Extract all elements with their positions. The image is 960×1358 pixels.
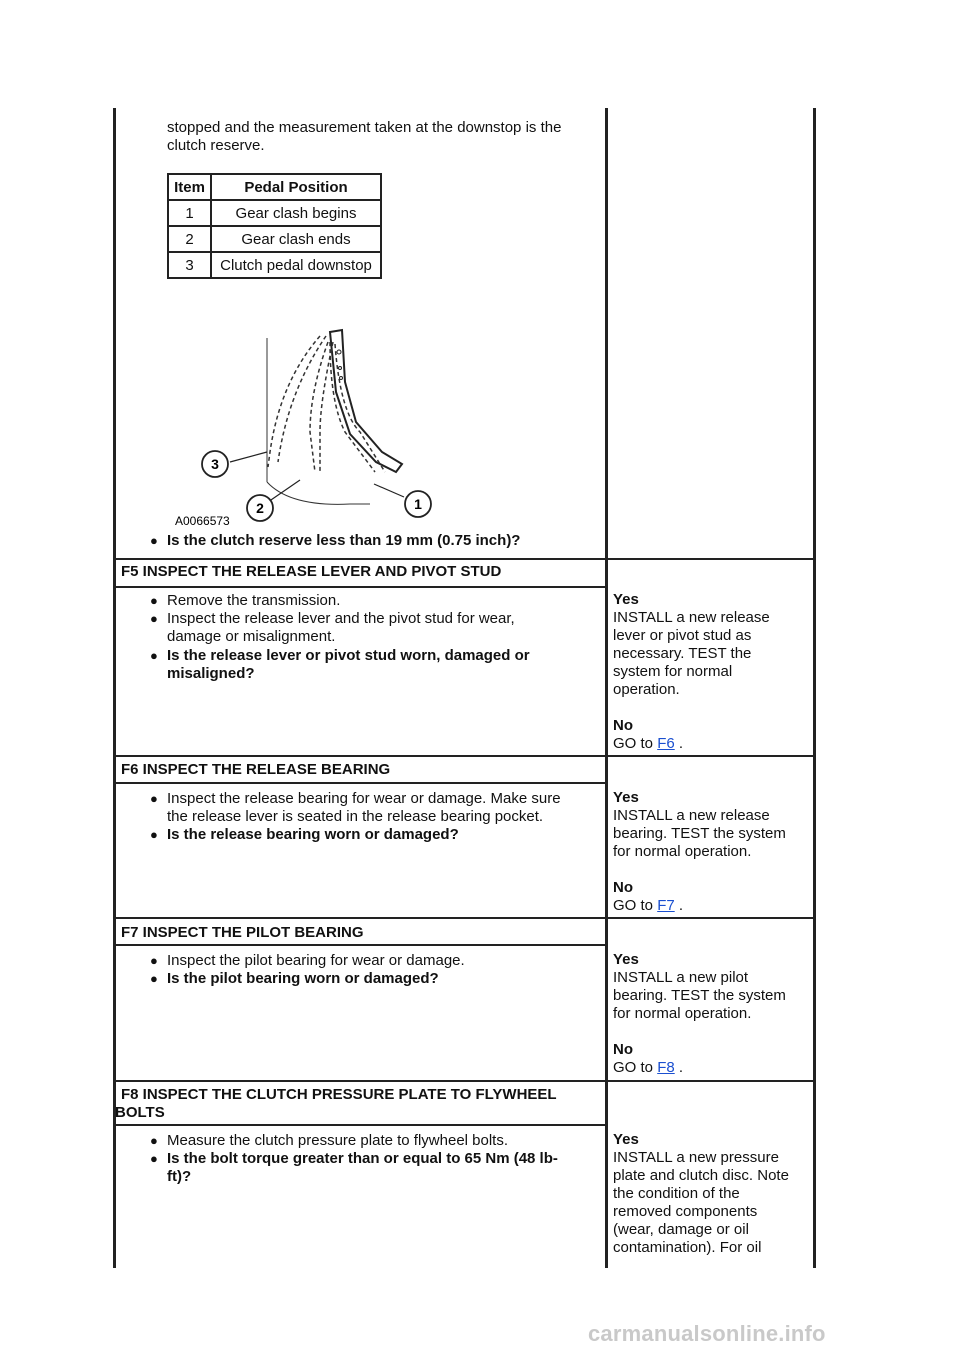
- title-divider: [113, 1124, 607, 1126]
- answer-line: operation.: [613, 681, 680, 698]
- answer-line: bearing. TEST the system: [613, 987, 786, 1004]
- pedal-position-table: [167, 173, 382, 279]
- answer-line: plate and clutch disc. Note: [613, 1167, 789, 1184]
- step-bullet: Inspect the pilot bearing for wear or damage.: [167, 952, 465, 969]
- bullet-line: ft)?: [167, 1168, 192, 1185]
- table-cell: Gear clash ends: [211, 226, 381, 252]
- bullet-icon: ●: [150, 648, 158, 663]
- table-right-border: [813, 108, 816, 1268]
- callout-1: 1: [414, 496, 422, 512]
- table-cell: Gear clash begins: [211, 200, 381, 226]
- answer-line: INSTALL a new release: [613, 609, 770, 626]
- figure-id-label: A0066573: [175, 514, 230, 528]
- answer-f7: Yes INSTALL a new pilot bearing. TEST the system for normal operation. No GO to F8 .: [613, 951, 809, 1077]
- table-middle-border: [605, 108, 608, 1268]
- bullet-line: the release lever is seated in the release bearing pocket.: [167, 808, 544, 825]
- title-line: F8 INSPECT THE CLUTCH PRESSURE PLATE TO FLYWHEEL: [121, 1086, 557, 1103]
- bullet-icon: ●: [150, 953, 158, 968]
- bullet-icon: ●: [150, 971, 158, 986]
- intro-line: stopped and the measurement taken at the downstop is the: [167, 119, 562, 136]
- title-divider: [113, 944, 607, 946]
- answer-line: system for normal: [613, 663, 733, 680]
- bullet-icon: ●: [150, 593, 158, 608]
- yes-label: Yes: [613, 591, 639, 608]
- yes-label: Yes: [613, 951, 639, 968]
- callout-2: 2: [256, 500, 264, 516]
- table-cell: 3: [168, 252, 211, 278]
- answer-line: INSTALL a new pilot: [613, 969, 749, 986]
- bullet-line: Is the release lever or pivot stud worn, damaged or: [167, 647, 530, 664]
- intro-text: [167, 119, 597, 155]
- step-bullet: [167, 610, 515, 646]
- answer-f6: Yes INSTALL a new release bearing. TEST the system for normal operation. No GO to F7 .: [613, 789, 809, 915]
- title-line: BOLTS: [115, 1104, 165, 1121]
- row-divider: [113, 1080, 816, 1082]
- clutch-pedal-diagram: [170, 322, 450, 532]
- answer-line: the condition of the: [613, 1185, 740, 1202]
- answer-line: (wear, damage or oil: [613, 1221, 749, 1238]
- bullet-icon: ●: [150, 611, 158, 626]
- step-title-f5: F5 INSPECT THE RELEASE LEVER AND PIVOT STUD: [121, 563, 502, 580]
- bullet-line: Inspect the release bearing for wear or damage. Make sure: [167, 790, 561, 807]
- step-question: [167, 1150, 558, 1186]
- answer-line: bearing. TEST the system: [613, 825, 786, 842]
- table-row: [168, 252, 381, 278]
- step-bullet: [167, 592, 340, 610]
- bullet-icon: ●: [150, 1133, 158, 1148]
- step-title-f8: [115, 1086, 557, 1122]
- go-to-text: GO to: [613, 897, 654, 914]
- title-divider: [113, 782, 607, 784]
- step-question: Is the release bearing worn or damaged?: [167, 826, 459, 843]
- answer-line: contamination). For oil: [613, 1239, 762, 1256]
- yes-label: Yes: [613, 1131, 639, 1148]
- answer-line: lever or pivot stud as: [613, 627, 752, 644]
- intro-line: clutch reserve.: [167, 137, 265, 154]
- watermark-text: carmanualsonline.info: [588, 1321, 826, 1346]
- step-bullet: [167, 790, 561, 826]
- link-f8[interactable]: F8: [657, 1059, 675, 1076]
- table-cell: 1: [168, 200, 211, 226]
- row-divider: [113, 755, 816, 757]
- step-bullet: Measure the clutch pressure plate to flywheel bolts.: [167, 1132, 509, 1149]
- answer-line: for normal operation.: [613, 1005, 752, 1022]
- table-cell: Clutch pedal downstop: [211, 252, 381, 278]
- callout-3: 3: [211, 456, 219, 472]
- bullet-line: Remove the transmission.: [167, 592, 341, 609]
- answer-line: removed components: [613, 1203, 758, 1220]
- go-to-text: GO to: [613, 1059, 654, 1076]
- answer-line: necessary. TEST the: [613, 645, 752, 662]
- answer-line: INSTALL a new pressure: [613, 1149, 779, 1166]
- no-label: No: [613, 879, 633, 896]
- table-row: [168, 226, 381, 252]
- table-cell: 2: [168, 226, 211, 252]
- row-divider: [113, 558, 816, 560]
- table-row: [168, 200, 381, 226]
- answer-f8: [613, 1131, 809, 1257]
- row-divider: [113, 917, 816, 919]
- step-question: [167, 647, 530, 683]
- link-f7[interactable]: F7: [657, 897, 675, 914]
- bullet-line: Inspect the release lever and the pivot stud for wear,: [167, 610, 515, 627]
- no-label: No: [613, 717, 633, 734]
- bullet-icon: ●: [150, 533, 158, 548]
- bullet-icon: ●: [150, 791, 158, 806]
- step-question: Is the pilot bearing worn or damaged?: [167, 970, 439, 987]
- yes-label: Yes: [613, 789, 639, 806]
- answer-line: INSTALL a new release: [613, 807, 770, 824]
- table-left-border: [113, 108, 116, 1268]
- reserve-question: Is the clutch reserve less than 19 mm (0.75 inch)?: [167, 532, 521, 549]
- go-to-text: GO to: [613, 735, 654, 752]
- step-title-f7: F7 INSPECT THE PILOT BEARING: [121, 924, 364, 941]
- answer-f5: Yes INSTALL a new release lever or pivot stud as necessary. TEST the system for normal operation. No GO to F6 .: [613, 591, 809, 753]
- bullet-line: damage or misalignment.: [167, 628, 336, 645]
- table-header: Pedal Position: [211, 174, 381, 200]
- bullet-icon: ●: [150, 827, 158, 842]
- bullet-line: Is the bolt torque greater than or equal to 65 Nm (48 lb-: [167, 1150, 558, 1167]
- answer-line: for normal operation.: [613, 843, 752, 860]
- bullet-icon: ●: [150, 1151, 158, 1166]
- step-title-f6: F6 INSPECT THE RELEASE BEARING: [121, 761, 391, 778]
- bullet-line: misaligned?: [167, 665, 255, 682]
- no-label: No: [613, 1041, 633, 1058]
- table-header: Item: [168, 174, 211, 200]
- link-f6[interactable]: F6: [657, 735, 675, 752]
- title-divider: [113, 586, 607, 588]
